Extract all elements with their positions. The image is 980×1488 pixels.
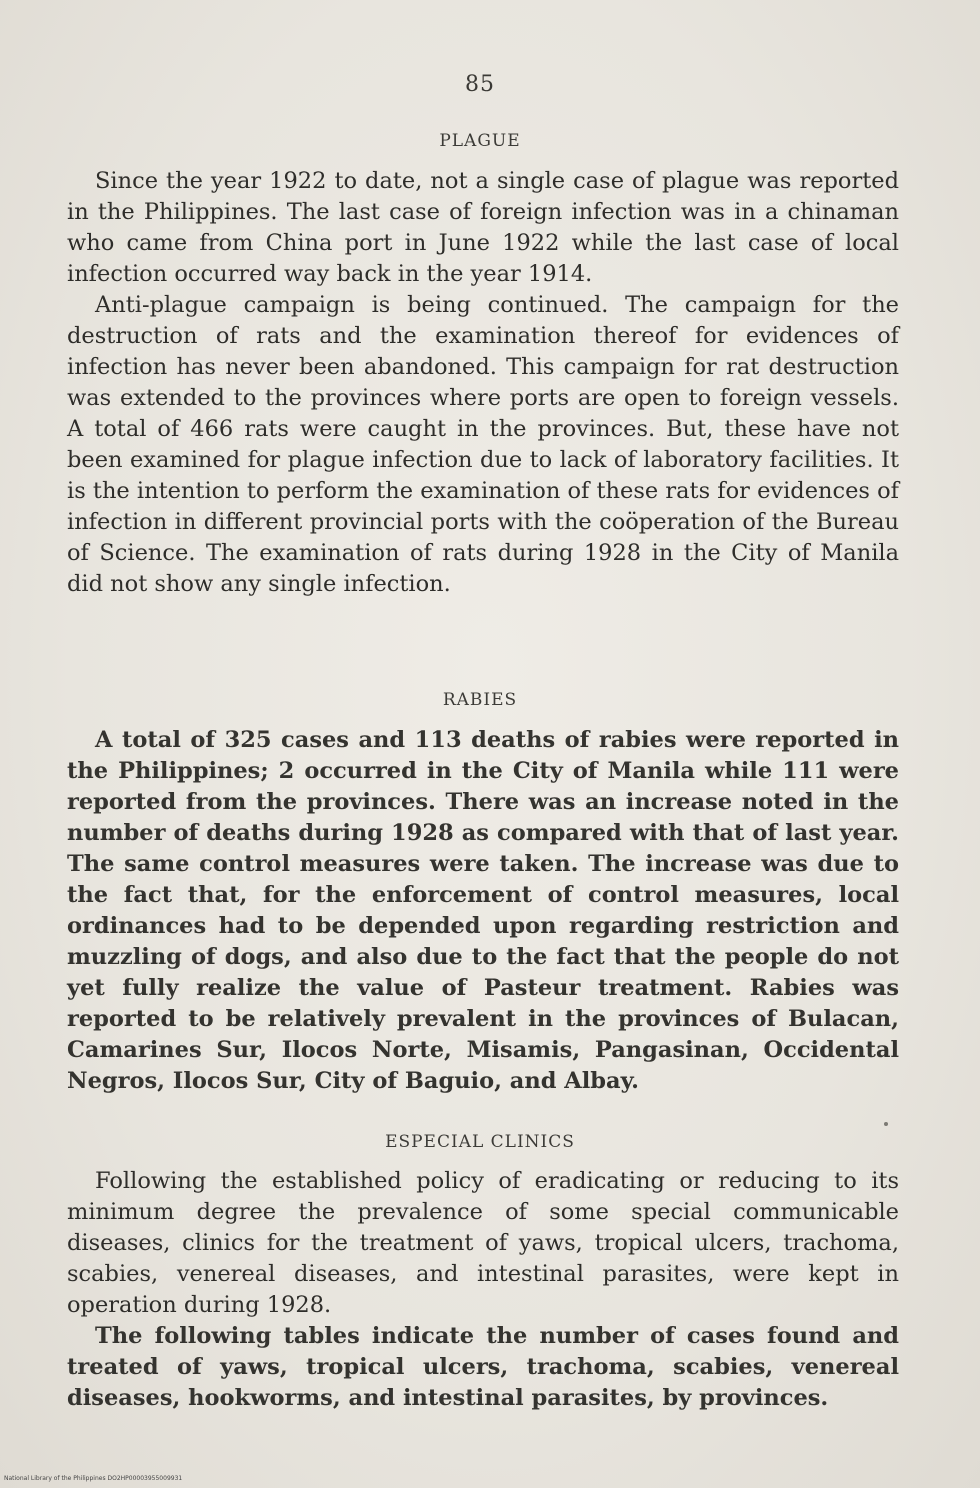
especial-clinics-paragraph-1: Following the established policy of eradicating or reducing to its minimum degree the prevalence of some special communicable diseases, clinics for the treatment of yaws, tropical ulcers, trachoma, scabies, venereal diseases, and intestinal parasites, were kept in operation during 1928. — [67, 1168, 899, 1318]
plague-heading: PLAGUE — [439, 131, 521, 151]
plague-paragraph-1: Since the year 1922 to date, not a single case of plague was reported in the Philippines. The last case of foreign infection was in a chinaman who came from China port in June 1922 while the last case of local infection occurred way back in the year 1914. — [67, 168, 899, 287]
page-number: 85 — [465, 72, 495, 97]
especial-clinics-heading: ESPECIAL CLINICS — [385, 1132, 575, 1152]
ink-speck — [884, 1122, 888, 1126]
especial-clinics-section — [67, 1166, 899, 1414]
archive-footer: National Library of the Philippines DO2HP00003955009931 — [4, 1475, 183, 1482]
especial-clinics-paragraph-2: The following tables indicate the number of cases found and treated of yaws, tropical ulcers, trachoma, scabies, venereal diseases, hookworms, and intestinal parasites, by provinces. — [67, 1323, 899, 1411]
rabies-paragraph-1: A total of 325 cases and 113 deaths of rabies were reported in the Philippines; 2 occurred in the City of Manila while 111 were reported from the provinces. There was an increase noted in the number of deaths during 1928 as compared with that of last year. The same control measures were taken. The increase was due to the fact that, for the enforcement of control measures, local ordinances had to be depended upon regarding restriction and muzzling of dogs, and also due to the fact that the people do not yet fully realize the value of Pasteur treatment. Rabies was reported to be relatively prevalent in the provinces of Bulacan, Camarines Sur, Ilocos Norte, Misamis, Pangasinan, Occidental Negros, Ilocos Sur, City of Baguio, and Albay. — [67, 727, 899, 1094]
rabies-heading: RABIES — [442, 690, 518, 710]
rabies-section — [67, 725, 899, 1097]
plague-section — [67, 166, 899, 600]
plague-paragraph-2: Anti-plague campaign is being continued. The campaign for the destruction of rats and the examination thereof for evidences of infection has never been abandoned. This campaign for rat destruction was extended to the provinces where ports are open to foreign vessels. A total of 466 rats were caught in the provinces. But, these have not been examined for plague infection due to lack of laboratory facilities. It is the intention to perform the examination of these rats for evidences of infection in different provincial ports with the coöperation of the Bureau of Science. The examination of rats during 1928 in the City of Manila did not show any single infection. — [67, 292, 899, 597]
